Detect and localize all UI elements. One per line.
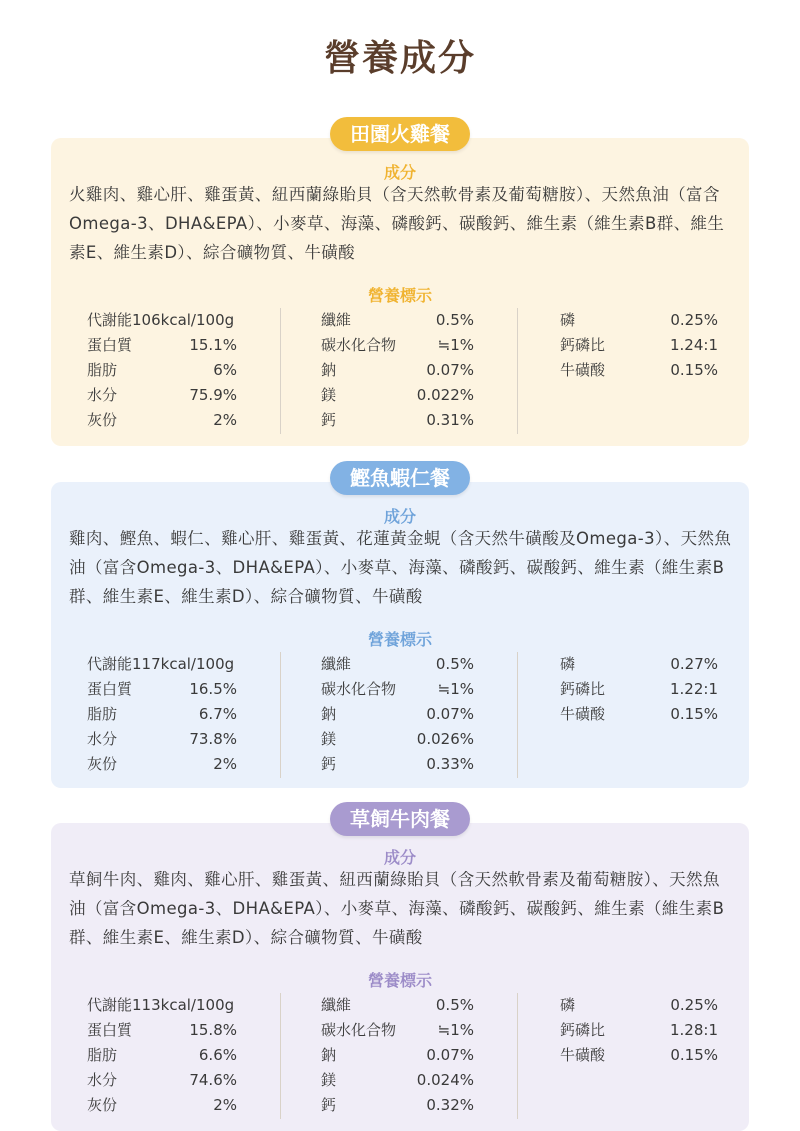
nutrient-value: 0.15% xyxy=(670,705,718,723)
nutrition-row xyxy=(518,677,718,702)
nutrition-label: 營養標示 xyxy=(367,630,432,649)
nutrition-row xyxy=(518,333,718,358)
product-card-turkey xyxy=(51,138,749,446)
nutrient-value: ≒1% xyxy=(437,336,474,354)
nutrition-row xyxy=(87,308,237,333)
nutrient-name: 纖維 xyxy=(321,655,352,673)
nutrition-row xyxy=(87,727,237,752)
nutrition-row xyxy=(87,677,237,702)
nutrition-column xyxy=(280,308,474,434)
product-card-beef xyxy=(51,823,749,1131)
nutrient-value: 0.022% xyxy=(416,386,474,404)
ingredients-label: 成分 xyxy=(383,507,416,526)
nutrient-name: 水分 xyxy=(87,730,118,748)
nutrition-row xyxy=(87,383,237,408)
nutrient-name: 鎂 xyxy=(321,730,337,748)
nutrient-name: 灰份 xyxy=(87,1096,118,1114)
nutrient-name: 代謝能113kcal/100g xyxy=(87,996,235,1014)
nutrient-name: 碳水化合物 xyxy=(321,336,397,354)
nutrient-value: 0.5% xyxy=(435,996,474,1014)
nutrient-value: 1.28:1 xyxy=(670,1021,718,1039)
nutrient-value: 0.15% xyxy=(670,361,718,379)
nutrient-name: 蛋白質 xyxy=(87,680,133,698)
nutrition-row xyxy=(87,1068,237,1093)
nutrient-name: 鈉 xyxy=(321,1046,337,1064)
nutrient-value: 0.15% xyxy=(670,1046,718,1064)
ingredients-text: 火雞肉、雞心肝、雞蛋黃、紐西蘭綠貽貝（含天然軟骨素及葡萄糖胺）、天然魚油（富含Omega-3、DHA&EPA）、小麥草、海藻、磷酸鈣、碳酸鈣、維生素（維生素B群、維生素E、維生素D）、綜合礦物質、牛磺酸 xyxy=(69,185,725,262)
nutrition-row xyxy=(518,358,718,383)
nutrition-column xyxy=(280,652,474,778)
nutrition-row xyxy=(281,727,474,752)
nutrient-name: 鈉 xyxy=(321,361,337,379)
nutrition-row xyxy=(87,333,237,358)
nutrient-value: 0.25% xyxy=(670,996,718,1014)
nutrition-row xyxy=(518,1018,718,1043)
nutrition-column xyxy=(517,993,718,1119)
nutrient-name: 鈣 xyxy=(321,1096,337,1114)
nutrient-name: 鈣磷比 xyxy=(560,680,606,698)
nutrient-name: 碳水化合物 xyxy=(321,1021,397,1039)
nutrient-name: 鎂 xyxy=(321,386,337,404)
nutrition-row xyxy=(518,1043,718,1068)
nutrient-value: 6% xyxy=(213,361,237,379)
nutrient-name: 灰份 xyxy=(87,411,118,429)
nutrition-label: 營養標示 xyxy=(367,971,432,990)
nutrient-value: 74.6% xyxy=(189,1071,237,1089)
nutrition-row xyxy=(281,677,474,702)
nutrient-name: 代謝能106kcal/100g xyxy=(87,311,235,329)
nutrient-value: 0.33% xyxy=(426,755,474,773)
nutrient-value: 0.27% xyxy=(670,655,718,673)
nutrition-row xyxy=(281,1068,474,1093)
nutrient-name: 水分 xyxy=(87,386,118,404)
nutrition-row xyxy=(281,383,474,408)
nutrient-value: 0.07% xyxy=(426,705,474,723)
nutrition-column xyxy=(87,652,237,778)
ingredients-text: 雞肉、鰹魚、蝦仁、雞心肝、雞蛋黃、花蓮黃金蜆（含天然牛磺酸及Omega-3）、天然魚油（富含Omega-3、DHA&EPA）、小麥草、海藻、磷酸鈣、碳酸鈣、維生素（維生素B群、維生素E、維生素D）、綜合礦物質、牛磺酸 xyxy=(69,529,732,606)
nutrition-row xyxy=(281,652,474,677)
nutrient-value: 0.32% xyxy=(426,1096,474,1114)
ingredients-text: 草飼牛肉、雞肉、雞心肝、雞蛋黃、紐西蘭綠貽貝（含天然軟骨素及葡萄糖胺）、天然魚油（富含Omega-3、DHA&EPA）、小麥草、海藻、磷酸鈣、碳酸鈣、維生素（維生素B群、維生素E、維生素D）、綜合礦物質、牛磺酸 xyxy=(69,870,725,947)
nutrient-name: 水分 xyxy=(87,1071,118,1089)
nutrition-column xyxy=(517,308,718,434)
nutrient-name: 纖維 xyxy=(321,311,352,329)
nutrient-name: 碳水化合物 xyxy=(321,680,397,698)
nutrient-value: 2% xyxy=(213,755,237,773)
nutrient-value: ≒1% xyxy=(437,680,474,698)
nutrient-value: 0.25% xyxy=(670,311,718,329)
nutrition-row xyxy=(87,1093,237,1118)
nutrition-row xyxy=(281,993,474,1018)
nutrition-row xyxy=(518,308,718,333)
nutrition-row xyxy=(518,993,718,1018)
nutrition-row xyxy=(87,1043,237,1068)
nutrient-name: 牛磺酸 xyxy=(560,1046,606,1064)
nutrition-column xyxy=(280,993,474,1119)
nutrient-value: 6.6% xyxy=(198,1046,237,1064)
nutrient-value: 0.31% xyxy=(426,411,474,429)
nutrition-row xyxy=(281,1043,474,1068)
nutrient-value: 0.07% xyxy=(426,361,474,379)
nutrient-value: 73.8% xyxy=(189,730,237,748)
nutrition-column xyxy=(87,993,237,1119)
nutrient-value: 2% xyxy=(213,1096,237,1114)
nutrient-name: 鈉 xyxy=(321,705,337,723)
product-name-badge: 草飼牛肉餐 xyxy=(330,802,470,836)
nutrient-value: 0.024% xyxy=(416,1071,474,1089)
nutrition-row xyxy=(281,358,474,383)
nutrition-row xyxy=(281,1093,474,1118)
nutrient-value: 0.026% xyxy=(416,730,474,748)
nutrient-name: 鈣 xyxy=(321,755,337,773)
ingredients-label: 成分 xyxy=(383,163,416,182)
nutrient-value: 0.07% xyxy=(426,1046,474,1064)
page-title: 營養成分 xyxy=(323,38,476,79)
nutrient-name: 鈣 xyxy=(321,411,337,429)
nutrition-row xyxy=(87,993,237,1018)
nutrient-value: 0.5% xyxy=(435,311,474,329)
nutrition-row xyxy=(518,652,718,677)
nutrient-value: 15.8% xyxy=(189,1021,237,1039)
nutrient-name: 牛磺酸 xyxy=(560,705,606,723)
nutrient-value: 0.5% xyxy=(435,655,474,673)
nutrition-row xyxy=(281,752,474,777)
nutrition-row xyxy=(281,308,474,333)
nutrition-column xyxy=(517,652,718,778)
nutrient-name: 磷 xyxy=(560,655,576,673)
nutrient-name: 代謝能117kcal/100g xyxy=(87,655,235,673)
nutrient-name: 灰份 xyxy=(87,755,118,773)
nutrition-row xyxy=(281,333,474,358)
product-name-badge: 鰹魚蝦仁餐 xyxy=(330,461,470,495)
nutrient-name: 鎂 xyxy=(321,1071,337,1089)
nutrient-value: 6.7% xyxy=(198,705,237,723)
nutrient-name: 蛋白質 xyxy=(87,1021,133,1039)
nutrient-name: 鈣磷比 xyxy=(560,1021,606,1039)
nutrient-value: 2% xyxy=(213,411,237,429)
nutrition-row xyxy=(87,408,237,433)
product-name-badge: 田園火雞餐 xyxy=(330,117,470,151)
nutrition-row xyxy=(518,702,718,727)
nutrient-name: 磷 xyxy=(560,311,576,329)
nutrient-name: 纖維 xyxy=(321,996,352,1014)
product-card-tuna xyxy=(51,482,749,788)
nutrient-name: 脂肪 xyxy=(87,705,118,723)
nutrient-name: 牛磺酸 xyxy=(560,361,606,379)
nutrient-value: ≒1% xyxy=(437,1021,474,1039)
nutrition-row xyxy=(87,1018,237,1043)
nutrition-row xyxy=(87,702,237,727)
nutrient-name: 鈣磷比 xyxy=(560,336,606,354)
nutrient-value: 1.22:1 xyxy=(670,680,718,698)
nutrient-name: 蛋白質 xyxy=(87,336,133,354)
nutrition-column xyxy=(87,308,237,434)
nutrient-name: 磷 xyxy=(560,996,576,1014)
nutrition-row xyxy=(281,702,474,727)
nutrient-value: 1.24:1 xyxy=(670,336,718,354)
nutrient-value: 16.5% xyxy=(189,680,237,698)
nutrition-row xyxy=(87,358,237,383)
nutrient-value: 75.9% xyxy=(189,386,237,404)
nutrition-label: 營養標示 xyxy=(367,286,432,305)
nutrition-row xyxy=(87,652,237,677)
nutrition-row xyxy=(281,1018,474,1043)
nutrition-row xyxy=(87,752,237,777)
nutrient-name: 脂肪 xyxy=(87,1046,118,1064)
nutrient-value: 15.1% xyxy=(189,336,237,354)
nutrient-name: 脂肪 xyxy=(87,361,118,379)
nutrition-row xyxy=(281,408,474,433)
ingredients-label: 成分 xyxy=(383,848,416,867)
